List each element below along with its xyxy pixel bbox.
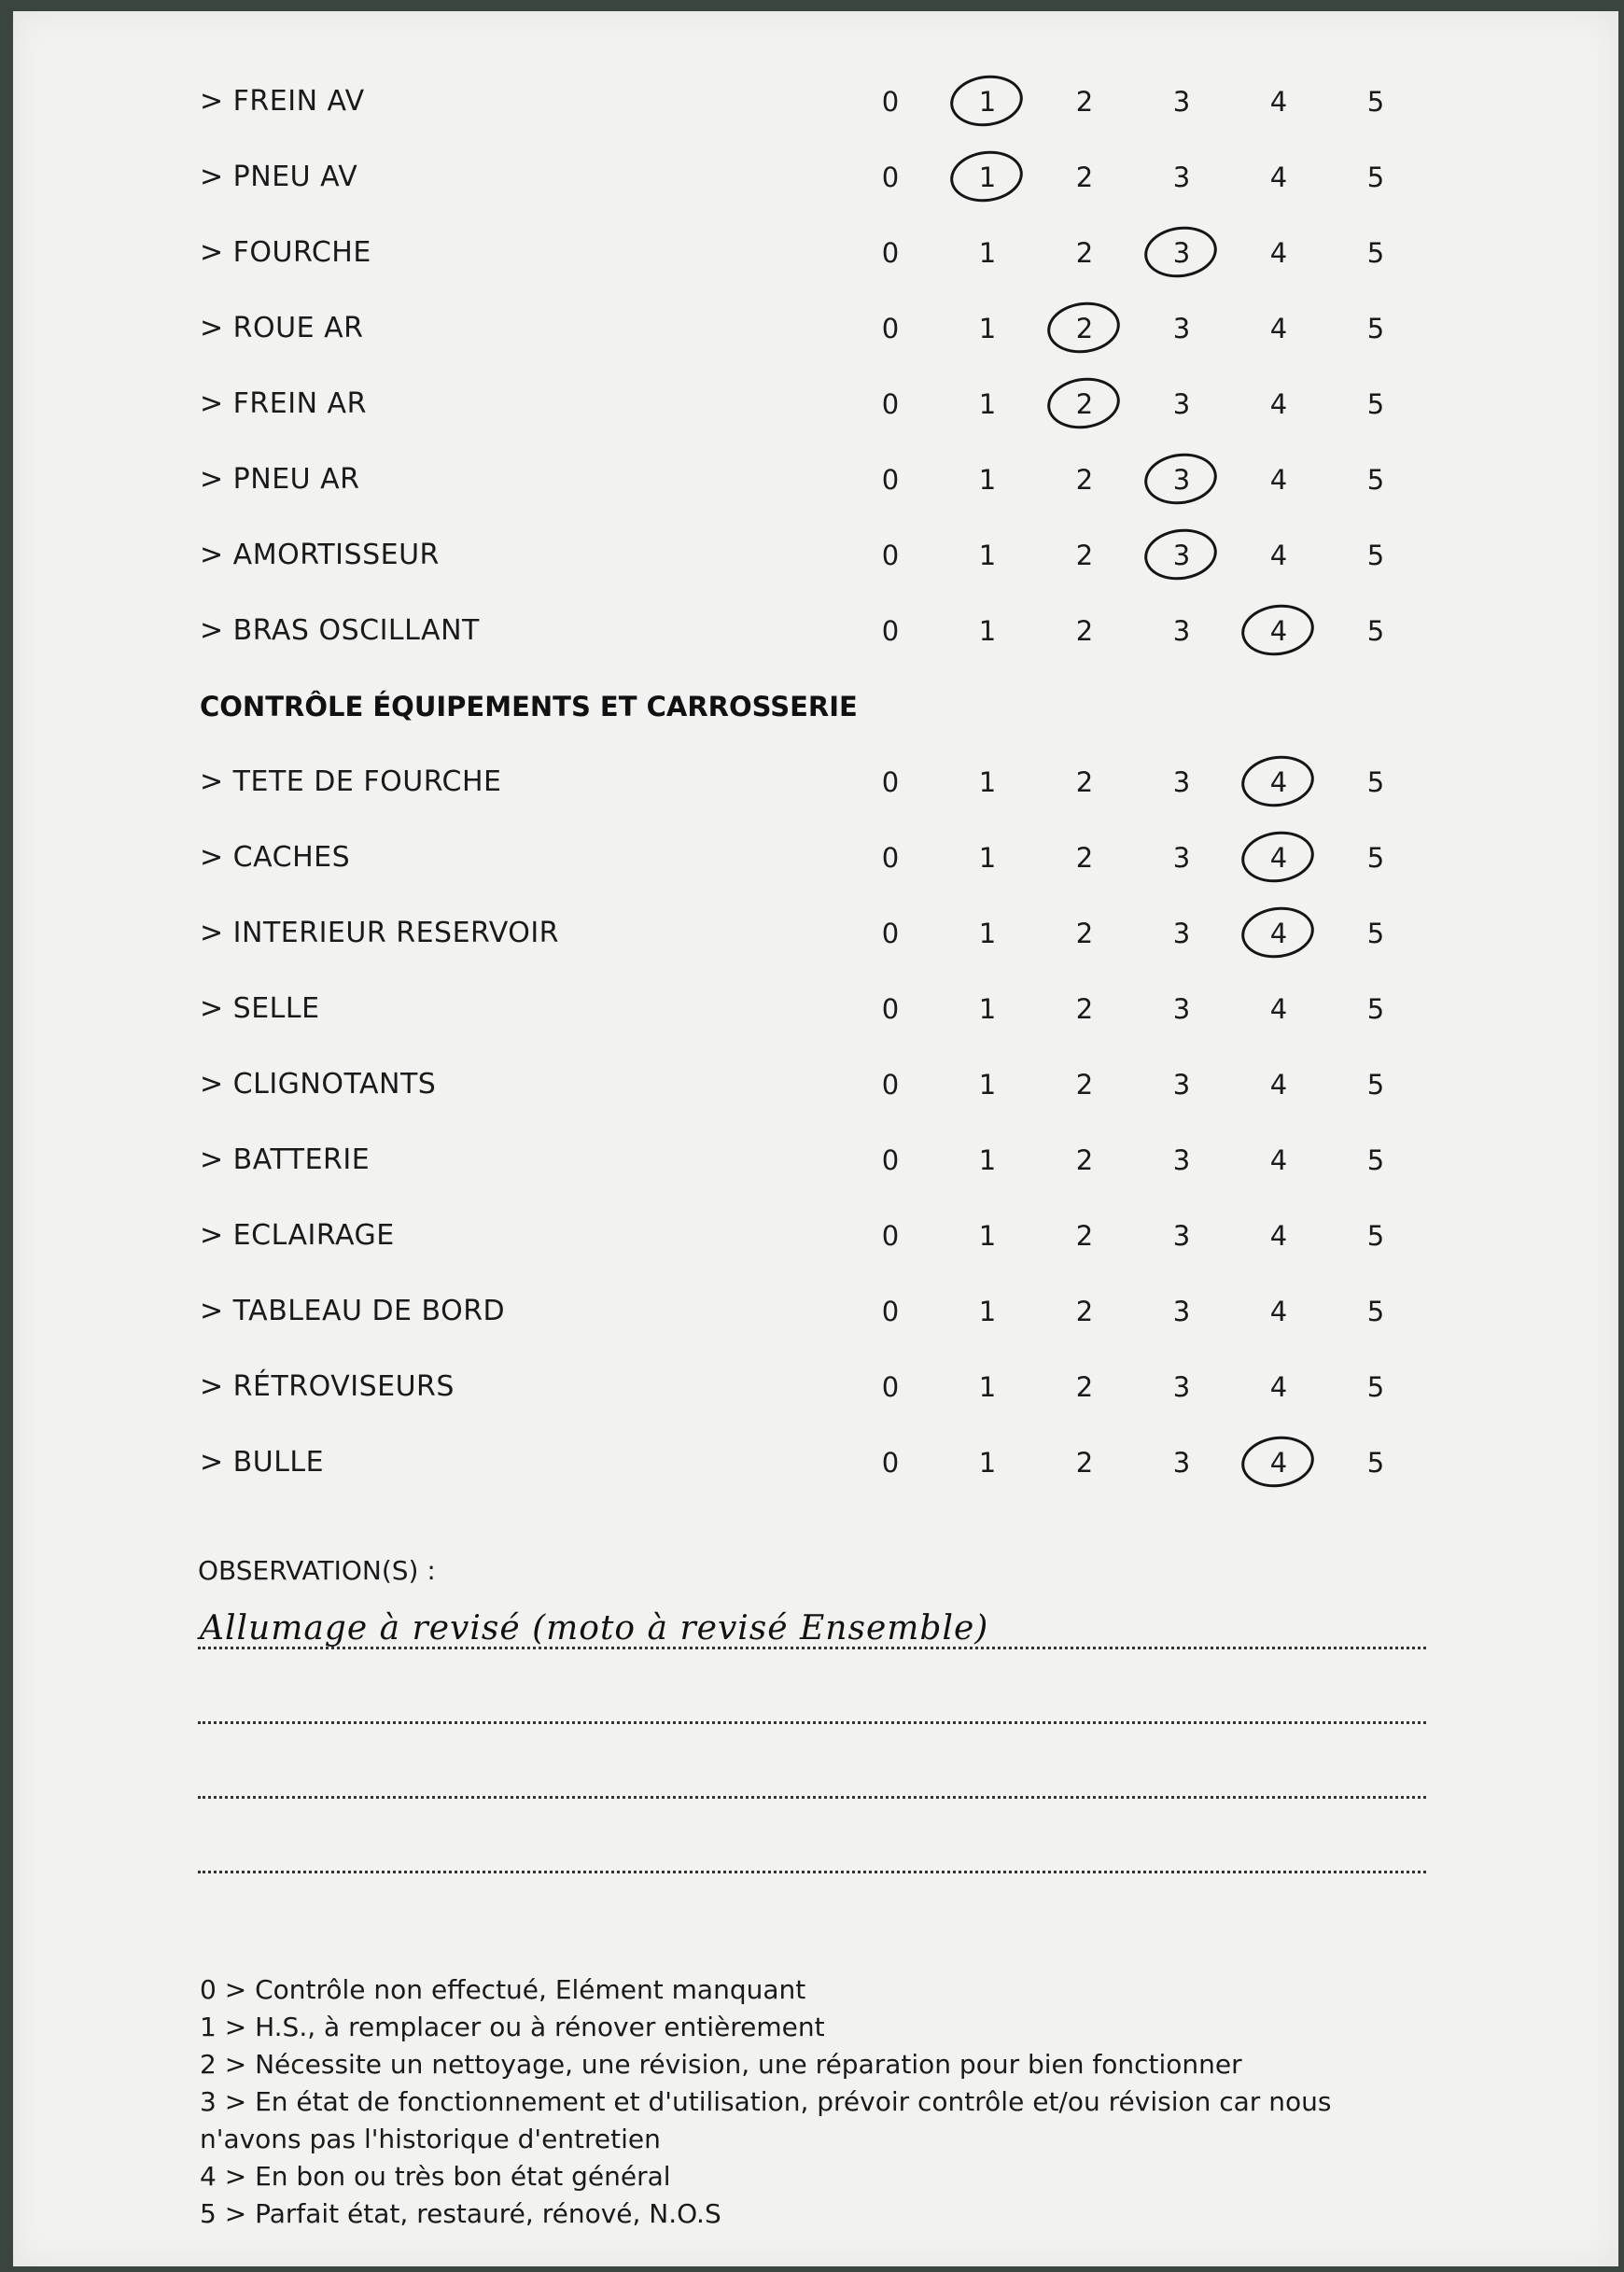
observation-line	[198, 1647, 1426, 1649]
score-option[interactable]: 4	[1269, 86, 1288, 118]
score-option[interactable]: 0	[881, 1296, 900, 1327]
score-option[interactable]: 1	[978, 842, 997, 874]
section-title: CONTRÔLE ÉQUIPEMENTS ET CARROSSERIE	[200, 691, 858, 722]
score-option[interactable]: 4	[1269, 237, 1288, 269]
score-option[interactable]: 4	[1269, 388, 1288, 420]
score-option[interactable]: 3	[1172, 1371, 1191, 1403]
score-option[interactable]: 3	[1172, 86, 1191, 118]
legend-item: 2 > Nécessite un nettoyage, une révision, une réparation pour bien fonctionner	[200, 2049, 1242, 2080]
score-option[interactable]: 4	[1269, 1144, 1288, 1176]
score-option[interactable]: 4	[1269, 161, 1288, 193]
score-option[interactable]: 0	[881, 464, 900, 496]
score-option[interactable]: 1	[978, 313, 997, 344]
score-option[interactable]: 5	[1366, 237, 1385, 269]
score-option[interactable]: 4	[1269, 1296, 1288, 1327]
score-option[interactable]: 4	[1269, 1069, 1288, 1101]
score-option[interactable]: 1	[978, 918, 997, 949]
rating-legend	[200, 1971, 1432, 2233]
score-option[interactable]: 4	[1269, 993, 1288, 1025]
checklist-item-label: > INTERIEUR RESERVOIR	[200, 917, 560, 949]
checklist-item-label: > PNEU AV	[200, 161, 358, 193]
legend-item: 1 > H.S., à remplacer ou à rénover entièrement	[200, 2012, 825, 2042]
score-option[interactable]: 2	[1075, 1296, 1094, 1327]
selected-score-circle	[1239, 903, 1318, 962]
selected-score-circle	[1239, 1432, 1318, 1492]
score-option[interactable]: 2	[1075, 1144, 1094, 1176]
checklist-item-label: > BRAS OSCILLANT	[200, 614, 480, 647]
score-option[interactable]: 5	[1366, 1447, 1385, 1479]
checklist-row	[13, 1213, 1618, 1259]
score-option[interactable]: 5	[1366, 1069, 1385, 1101]
score-option[interactable]: 2	[1075, 993, 1094, 1025]
score-option[interactable]: 5	[1366, 615, 1385, 647]
checklist-row	[13, 608, 1618, 654]
score-option[interactable]: 3	[1172, 313, 1191, 344]
selected-score-circle	[1141, 222, 1221, 282]
score-option[interactable]: 1	[978, 388, 997, 420]
checklist-item-label: > CACHES	[200, 841, 351, 874]
score-option[interactable]: 2	[1075, 1447, 1094, 1479]
checklist-row	[13, 986, 1618, 1032]
score-option[interactable]: 3	[1172, 388, 1191, 420]
score-option[interactable]: 3	[1172, 1144, 1191, 1176]
selected-score-circle	[1141, 525, 1221, 584]
score-option[interactable]: 1	[978, 766, 997, 798]
checklist-row	[13, 1439, 1618, 1486]
score-option[interactable]: 3	[1154, 532, 1210, 579]
score-option[interactable]: 3	[1172, 842, 1191, 874]
score-option[interactable]: 4	[1251, 910, 1307, 957]
score-option[interactable]: 0	[881, 766, 900, 798]
checklist-item-label: > AMORTISSEUR	[200, 539, 440, 571]
selected-score-circle	[947, 147, 1027, 206]
score-option[interactable]: 0	[881, 1144, 900, 1176]
score-option[interactable]: 5	[1366, 388, 1385, 420]
score-option[interactable]: 0	[881, 86, 900, 118]
selected-score-circle	[1239, 751, 1318, 811]
checklist-item-label: > RÉTROVISEURS	[200, 1370, 455, 1403]
score-option[interactable]: 4	[1269, 540, 1288, 571]
checklist-item-label: > FREIN AR	[200, 387, 367, 420]
score-option[interactable]: 5	[1366, 1296, 1385, 1327]
legend-item: 5 > Parfait état, restauré, rénové, N.O.S	[200, 2198, 721, 2229]
selected-score-circle	[947, 71, 1027, 131]
checklist-item-label: > FREIN AV	[200, 85, 365, 118]
observation-line	[198, 1871, 1426, 1873]
score-option[interactable]: 0	[881, 540, 900, 571]
score-option[interactable]: 3	[1172, 993, 1191, 1025]
score-option[interactable]: 4	[1269, 1220, 1288, 1252]
checklist-row	[13, 154, 1618, 201]
score-option[interactable]: 0	[881, 237, 900, 269]
score-option[interactable]: 5	[1366, 766, 1385, 798]
score-option[interactable]: 0	[881, 1069, 900, 1101]
checklist-item-label: > ROUE AR	[200, 312, 364, 344]
checklist-item-label: > BATTERIE	[200, 1143, 371, 1176]
checklist-row	[13, 910, 1618, 957]
score-option[interactable]: 2	[1075, 1069, 1094, 1101]
score-option[interactable]: 0	[881, 842, 900, 874]
checklist-row	[13, 1061, 1618, 1108]
legend-item: 0 > Contrôle non effectué, Elément manquant	[200, 1974, 806, 2005]
checklist-row	[13, 834, 1618, 881]
score-option[interactable]: 3	[1172, 1296, 1191, 1327]
score-option[interactable]: 3	[1172, 1220, 1191, 1252]
score-option[interactable]: 1	[978, 615, 997, 647]
score-option[interactable]: 2	[1057, 305, 1113, 352]
checklist-row	[13, 759, 1618, 806]
score-option[interactable]: 0	[881, 1220, 900, 1252]
score-option[interactable]: 0	[881, 161, 900, 193]
score-option[interactable]: 3	[1172, 161, 1191, 193]
score-option[interactable]: 4	[1251, 608, 1307, 654]
score-option[interactable]: 3	[1172, 918, 1191, 949]
checklist-row	[13, 305, 1618, 352]
score-option[interactable]: 1	[959, 78, 1015, 125]
score-option[interactable]: 4	[1269, 313, 1288, 344]
selected-score-circle	[1044, 373, 1124, 433]
checklist-row	[13, 78, 1618, 125]
checklist-row	[13, 1288, 1618, 1335]
score-option[interactable]: 0	[881, 993, 900, 1025]
checklist-row	[13, 532, 1618, 579]
score-option[interactable]: 3	[1172, 1069, 1191, 1101]
score-option[interactable]: 5	[1366, 842, 1385, 874]
score-option[interactable]: 1	[978, 1144, 997, 1176]
score-option[interactable]: 0	[881, 918, 900, 949]
checklist-item-label: > ECLAIRAGE	[200, 1219, 395, 1252]
observation-line	[198, 1721, 1426, 1724]
score-option[interactable]: 1	[978, 1296, 997, 1327]
inspection-sheet	[13, 11, 1618, 2266]
score-option[interactable]: 1	[978, 1447, 997, 1479]
observations-handwritten-note: Allumage à revisé (moto à revisé Ensemble)	[200, 1609, 989, 1648]
score-option[interactable]: 4	[1251, 834, 1307, 881]
score-option[interactable]: 3	[1154, 230, 1210, 276]
score-option[interactable]: 5	[1366, 1144, 1385, 1176]
selected-score-circle	[1239, 827, 1318, 887]
score-option[interactable]: 2	[1075, 1371, 1094, 1403]
score-option[interactable]: 2	[1075, 237, 1094, 269]
score-option[interactable]: 3	[1172, 615, 1191, 647]
score-option[interactable]: 2	[1075, 464, 1094, 496]
score-option[interactable]: 1	[978, 1371, 997, 1403]
score-option[interactable]: 5	[1366, 918, 1385, 949]
score-option[interactable]: 1	[978, 237, 997, 269]
checklist-item-label: > CLIGNOTANTS	[200, 1068, 437, 1101]
observation-line	[198, 1796, 1426, 1799]
score-option[interactable]: 0	[881, 1371, 900, 1403]
checklist-item-label: > PNEU AR	[200, 463, 360, 496]
legend-item: 3 > En état de fonctionnement et d'utilisation, prévoir contrôle et/ou révision car nous n'avons pas l'historique d'entretien	[200, 2086, 1332, 2154]
score-option[interactable]: 2	[1075, 615, 1094, 647]
checklist-item-label: > FOURCHE	[200, 236, 371, 269]
score-option[interactable]: 1	[978, 464, 997, 496]
score-option[interactable]: 4	[1269, 464, 1288, 496]
selected-score-circle	[1044, 298, 1124, 358]
score-option[interactable]: 0	[881, 313, 900, 344]
observations-label: OBSERVATION(S) :	[198, 1555, 436, 1586]
score-option[interactable]: 3	[1172, 766, 1191, 798]
checklist-item-label: > TETE DE FOURCHE	[200, 765, 502, 798]
score-option[interactable]: 2	[1075, 842, 1094, 874]
checklist-item-label: > BULLE	[200, 1446, 325, 1479]
score-option[interactable]: 1	[978, 993, 997, 1025]
score-option[interactable]: 3	[1172, 1447, 1191, 1479]
score-option[interactable]: 5	[1366, 993, 1385, 1025]
score-option[interactable]: 1	[959, 154, 1015, 201]
score-option[interactable]: 4	[1251, 759, 1307, 806]
score-option[interactable]: 0	[881, 1447, 900, 1479]
checklist-row	[13, 456, 1618, 503]
score-option[interactable]: 5	[1366, 161, 1385, 193]
score-option[interactable]: 2	[1057, 381, 1113, 428]
score-option[interactable]: 5	[1366, 1371, 1385, 1403]
score-option[interactable]: 2	[1075, 766, 1094, 798]
score-option[interactable]: 1	[978, 1069, 997, 1101]
score-option[interactable]: 5	[1366, 540, 1385, 571]
score-option[interactable]: 5	[1366, 464, 1385, 496]
checklist-row	[13, 1364, 1618, 1410]
score-option[interactable]: 0	[881, 615, 900, 647]
score-option[interactable]: 5	[1366, 313, 1385, 344]
score-option[interactable]: 0	[881, 388, 900, 420]
score-option[interactable]: 2	[1075, 161, 1094, 193]
score-option[interactable]: 4	[1269, 1371, 1288, 1403]
legend-item: 4 > En bon ou très bon état général	[200, 2161, 671, 2192]
score-option[interactable]: 2	[1075, 540, 1094, 571]
score-option[interactable]: 4	[1251, 1439, 1307, 1486]
score-option[interactable]: 1	[978, 1220, 997, 1252]
score-option[interactable]: 2	[1075, 86, 1094, 118]
score-option[interactable]: 5	[1366, 1220, 1385, 1252]
checklist-row	[13, 381, 1618, 428]
checklist-item-label: > TABLEAU DE BORD	[200, 1295, 506, 1327]
score-option[interactable]: 2	[1075, 918, 1094, 949]
score-option[interactable]: 2	[1075, 1220, 1094, 1252]
score-option[interactable]: 5	[1366, 86, 1385, 118]
checklist-row	[13, 230, 1618, 276]
selected-score-circle	[1239, 600, 1318, 660]
checklist-row	[13, 1137, 1618, 1184]
score-option[interactable]: 3	[1154, 456, 1210, 503]
score-option[interactable]: 1	[978, 540, 997, 571]
checklist-item-label: > SELLE	[200, 992, 320, 1025]
selected-score-circle	[1141, 449, 1221, 509]
